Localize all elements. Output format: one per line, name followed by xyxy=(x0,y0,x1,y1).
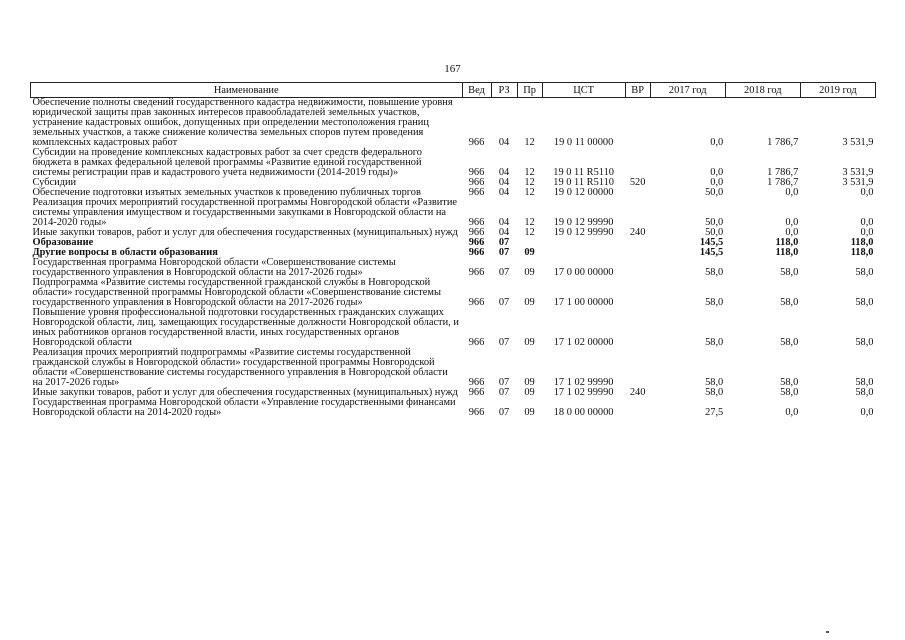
table-row xyxy=(31,308,876,348)
row-pr: 12 xyxy=(524,177,535,188)
row-2017: 0,0 xyxy=(710,177,724,188)
table-row xyxy=(31,228,876,238)
row-2017: 0,0 xyxy=(710,137,724,148)
row-2017: 50,0 xyxy=(705,187,724,198)
row-name: Реализация прочих мероприятий государственной программы Новгородской области «Развитие системы управления имуществом и государственными закупками в Новгородской области на 2014-2020 годы» xyxy=(32,197,458,228)
row-2019: 0,0 xyxy=(860,217,874,228)
row-ved: 966 xyxy=(468,337,485,348)
table-row xyxy=(31,258,876,278)
row-pr: 12 xyxy=(524,137,535,148)
row-rz: 07 xyxy=(498,407,510,418)
row-2019: 58,0 xyxy=(855,337,874,348)
row-cst: 17 1 02 99990 xyxy=(553,377,614,388)
row-2018: 0,0 xyxy=(785,217,799,228)
row-cst: 19 0 11 R5110 xyxy=(553,167,614,178)
table-header-row xyxy=(31,83,876,98)
row-name: Субсидии xyxy=(32,177,77,188)
row-rz: 04 xyxy=(498,177,510,188)
row-name: Обеспечение подготовки изъятых земельных участков к проведению публичных торгов xyxy=(32,187,421,198)
row-ved: 966 xyxy=(468,237,485,248)
row-pr: 09 xyxy=(524,337,535,348)
row-rz: 07 xyxy=(498,387,510,398)
row-vr: 240 xyxy=(629,387,646,398)
row-rz: 07 xyxy=(498,247,510,258)
row-pr: 09 xyxy=(524,387,535,398)
row-name: Обеспечение полноты сведений государственного кадастра недвижимости, повышение уровня юридической защиты прав законных интересов правообладателей земельных участков, устранение кадастровых ошибок, допущенных при определении местоположения границ земельных участков, а также снижение количества земельных споров путем проведения комплексных кадастровых работ xyxy=(32,97,453,148)
header-2019: 2019 год xyxy=(800,83,875,98)
row-pr: 12 xyxy=(524,217,535,228)
row-2017: 58,0 xyxy=(705,377,724,388)
header-2017: 2017 год xyxy=(650,83,725,98)
table-row xyxy=(31,198,876,228)
row-cst: 17 1 02 99990 xyxy=(553,387,614,398)
row-pr: 09 xyxy=(524,267,535,278)
row-pr: 12 xyxy=(524,227,535,238)
row-vr xyxy=(625,308,650,348)
row-2018: 1 786,7 xyxy=(767,137,799,148)
row-name: Подпрограмма «Развитие системы государственной гражданской службы в Новгородской области» государственной программы Новгородской области «Совершенствование системы государственного управления в Новгородской области на 2017-2026 годы» xyxy=(32,277,441,308)
row-cst xyxy=(542,248,625,258)
row-2018: 1 786,7 xyxy=(767,177,799,188)
row-rz: 04 xyxy=(498,187,510,198)
row-2018: 0,0 xyxy=(785,407,799,418)
row-2019: 3 531,9 xyxy=(842,137,874,148)
header-ved: Вед xyxy=(462,83,491,98)
row-2017: 0,0 xyxy=(710,167,724,178)
row-2017: 58,0 xyxy=(705,337,724,348)
row-rz: 04 xyxy=(498,167,510,178)
row-2017: 145,5 xyxy=(699,247,724,258)
row-pr: 09 xyxy=(524,377,535,388)
table-row xyxy=(31,398,876,418)
row-pr: 09 xyxy=(524,297,535,308)
row-2019: 0,0 xyxy=(860,407,874,418)
table-row xyxy=(31,98,876,149)
row-rz: 07 xyxy=(498,337,510,348)
row-2018: 118,0 xyxy=(775,247,799,258)
row-cst: 18 0 00 00000 xyxy=(553,407,614,418)
row-pr: 12 xyxy=(524,187,535,198)
row-ved: 966 xyxy=(468,297,485,308)
table-row xyxy=(31,278,876,308)
row-2017: 27,5 xyxy=(705,407,724,418)
row-cst: 19 0 12 00000 xyxy=(553,187,614,198)
row-name: Субсидии на проведение комплексных кадастровых работ за счет средств федерального бюджета в рамках федеральной целевой программы «Развитие единой государственной системы регистрации прав и кадастрового учета недвижимости (2014-2019 годы)» xyxy=(32,147,422,178)
row-2019: 0,0 xyxy=(860,187,874,198)
budget-table xyxy=(30,82,876,418)
header-pr: Пр xyxy=(517,83,542,98)
row-2017: 50,0 xyxy=(705,217,724,228)
row-2018: 1 786,7 xyxy=(767,167,799,178)
row-2019: 0,0 xyxy=(860,227,874,238)
row-rz: 07 xyxy=(498,377,510,388)
row-2019: 58,0 xyxy=(855,297,874,308)
row-2017: 58,0 xyxy=(705,387,724,398)
row-cst: 17 1 02 00000 xyxy=(553,337,614,348)
row-name: Повышение уровня профессиональной подготовки государственных гражданских служащих Новгородской области, лиц, замещающих государственные должности Новгородской области, и иных работников органов государственной власти, иных государственных органов Новгородской области xyxy=(32,307,459,348)
row-2017: 50,0 xyxy=(705,227,724,238)
row-2019: 118,0 xyxy=(850,247,874,258)
row-2018: 118,0 xyxy=(775,237,799,248)
row-pr: 09 xyxy=(524,247,535,258)
row-cst: 17 1 00 00000 xyxy=(553,297,614,308)
row-2019: 3 531,9 xyxy=(842,177,874,188)
row-rz: 07 xyxy=(498,267,510,278)
row-2017: 58,0 xyxy=(705,297,724,308)
row-ved: 966 xyxy=(468,227,485,238)
row-cst xyxy=(542,238,625,248)
row-vr xyxy=(625,258,650,278)
row-2017: 58,0 xyxy=(705,267,724,278)
row-name: Реализация прочих мероприятий подпрограммы «Развитие системы государственной гражданской службы в Новгородской области» государственной программы Новгородской области «Совершенствование системы государственного управления в Новгородской области на 2017-2026 годы» xyxy=(32,347,448,388)
row-vr xyxy=(625,198,650,228)
row-name: Государственная программа Новгородской области «Совершенствование системы государственного управления в Новгородской области на 2017-2026 годы» xyxy=(32,257,396,278)
row-ved: 966 xyxy=(468,177,485,188)
row-cst: 19 0 11 R5110 xyxy=(553,177,614,188)
header-vr: ВР xyxy=(625,83,650,98)
page-number: 167 xyxy=(444,63,461,75)
row-vr: 240 xyxy=(629,227,646,238)
row-2018: 58,0 xyxy=(780,297,799,308)
row-2018: 58,0 xyxy=(780,387,799,398)
row-name: Образование xyxy=(32,237,94,248)
row-2019: 118,0 xyxy=(850,237,874,248)
row-name: Иные закупки товаров, работ и услуг для обеспечения государственных (муниципальных) нужд xyxy=(32,227,458,238)
row-ved: 966 xyxy=(468,387,485,398)
header-2018: 2018 год xyxy=(725,83,800,98)
row-name: Другие вопросы в области образования xyxy=(32,247,218,258)
row-rz: 04 xyxy=(498,217,510,228)
row-pr: 09 xyxy=(524,407,535,418)
row-2019: 3 531,9 xyxy=(842,167,874,178)
row-ved: 966 xyxy=(468,247,485,258)
row-cst: 19 0 11 00000 xyxy=(553,137,614,148)
row-2018: 58,0 xyxy=(780,267,799,278)
row-ved: 966 xyxy=(468,217,485,228)
row-2017: 145,5 xyxy=(699,237,724,248)
row-ved: 966 xyxy=(468,187,485,198)
row-cst: 19 0 12 99990 xyxy=(553,217,614,228)
header-rz: РЗ xyxy=(491,83,517,98)
header-cst: ЦСТ xyxy=(542,83,625,98)
row-vr xyxy=(625,238,650,248)
row-rz: 04 xyxy=(498,227,510,238)
row-vr xyxy=(625,348,650,388)
row-ved: 966 xyxy=(468,167,485,178)
row-vr: 520 xyxy=(629,177,646,188)
row-ved: 966 xyxy=(468,267,485,278)
header-name: Наименование xyxy=(31,83,463,98)
row-vr xyxy=(625,98,650,149)
row-ved: 966 xyxy=(468,407,485,418)
row-2019: 58,0 xyxy=(855,267,874,278)
row-name: Иные закупки товаров, работ и услуг для обеспечения государственных (муниципальных) нужд xyxy=(32,387,458,398)
row-2018: 58,0 xyxy=(780,337,799,348)
row-cst: 17 0 00 00000 xyxy=(553,267,614,278)
row-2018: 0,0 xyxy=(785,187,799,198)
scan-dot xyxy=(826,631,829,633)
row-vr xyxy=(625,248,650,258)
row-2019: 58,0 xyxy=(855,377,874,388)
row-vr xyxy=(625,278,650,308)
row-cst: 19 0 12 99990 xyxy=(553,227,614,238)
table-row xyxy=(31,148,876,178)
row-vr xyxy=(625,148,650,178)
row-2019: 58,0 xyxy=(855,387,874,398)
row-pr: 12 xyxy=(524,167,535,178)
row-vr xyxy=(625,398,650,418)
table-row xyxy=(31,348,876,388)
row-rz: 04 xyxy=(498,137,510,148)
row-2018: 58,0 xyxy=(780,377,799,388)
row-2018: 0,0 xyxy=(785,227,799,238)
row-vr xyxy=(625,188,650,198)
row-name: Государственная программа Новгородской области «Управление государственными финансами Новгородской области на 2014-2020 годы» xyxy=(32,397,456,418)
row-ved: 966 xyxy=(468,377,485,388)
row-rz: 07 xyxy=(498,297,510,308)
row-rz: 07 xyxy=(498,237,510,248)
row-ved: 966 xyxy=(468,137,485,148)
